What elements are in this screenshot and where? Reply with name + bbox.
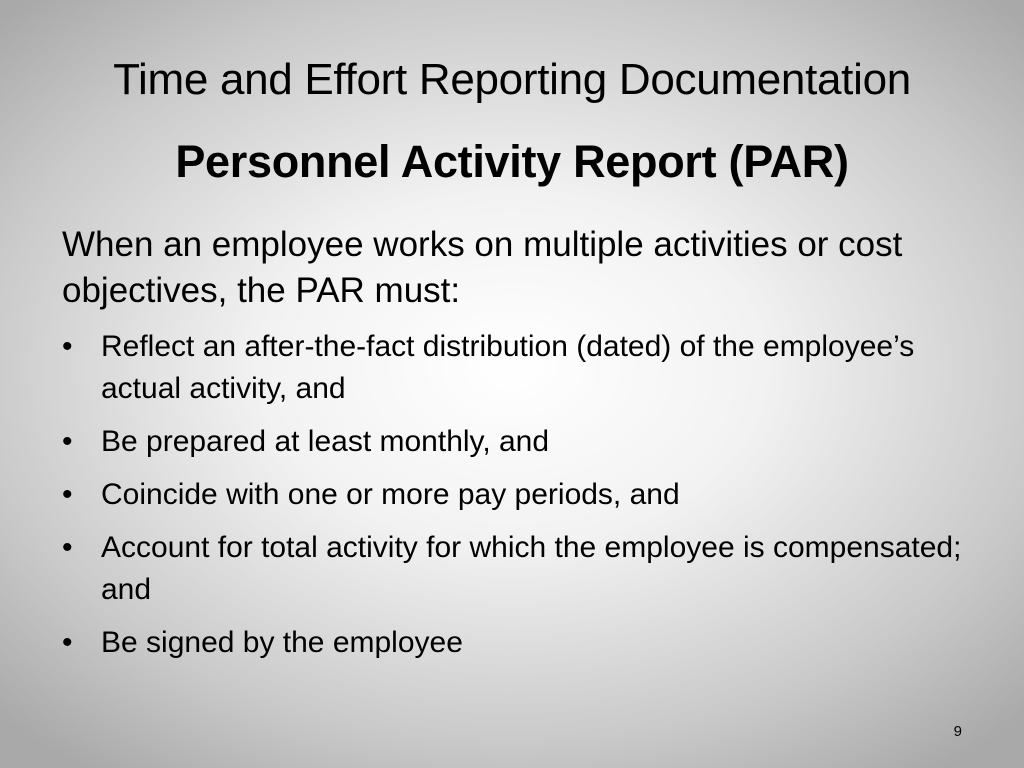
slide-subtitle: Personnel Activity Report (PAR) xyxy=(175,136,849,187)
bullet-icon: • xyxy=(62,425,73,458)
bullet-item xyxy=(62,421,962,463)
bullet-text: Reflect an after-the-fact distribution (dated) of the employee’s actual activity, and xyxy=(101,330,915,405)
bullet-list xyxy=(62,326,962,675)
bullet-item xyxy=(62,527,962,611)
bullet-item xyxy=(62,474,962,516)
bullet-text: Coincide with one or more pay periods, and xyxy=(101,478,680,511)
bullet-icon: • xyxy=(62,626,73,659)
bullet-text: Account for total activity for which the employee is compensated; and xyxy=(101,531,962,606)
bullet-icon: • xyxy=(62,531,73,564)
bullet-item xyxy=(62,326,962,410)
bullet-item xyxy=(62,622,962,664)
bullet-text: Be signed by the employee xyxy=(101,626,463,659)
page-number: 9 xyxy=(953,723,962,740)
intro-paragraph: When an employee works on multiple activities or cost objectives, the PAR must: xyxy=(62,225,903,310)
bullet-icon: • xyxy=(62,330,73,363)
bullet-text: Be prepared at least monthly, and xyxy=(101,425,550,458)
slide-title: Time and Effort Reporting Documentation xyxy=(113,55,911,104)
bullet-icon: • xyxy=(62,478,73,511)
